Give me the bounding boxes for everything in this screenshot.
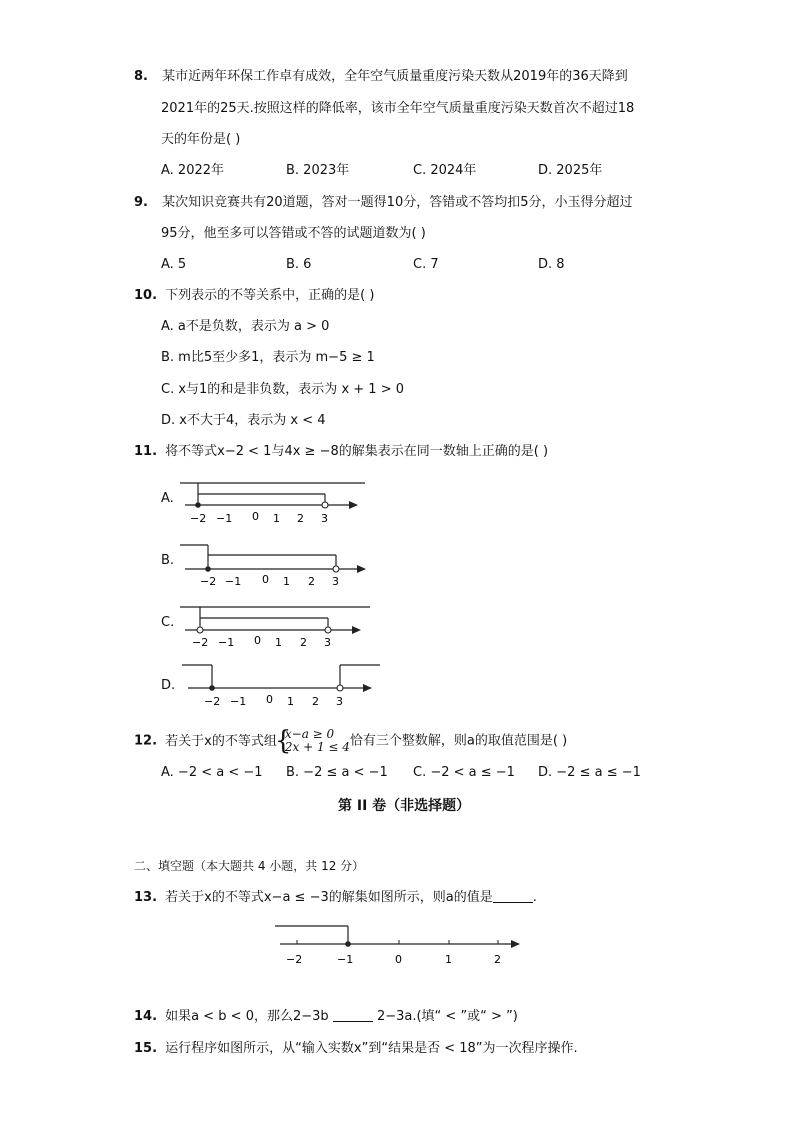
- question-number: 10.: [134, 288, 158, 303]
- tick-label: 2: [300, 636, 307, 649]
- inequality-system: [277, 728, 350, 754]
- question-12-stem: [134, 728, 567, 754]
- system-row-2: 2x + 1 ≤ 4: [284, 740, 350, 754]
- option-c: C. 2024年: [413, 163, 477, 178]
- question-15-stem: [134, 1040, 578, 1058]
- section-heading: 二、填空题（本大题共 4 小题，共 12 分）: [134, 859, 365, 873]
- question-9-line-1: [134, 194, 632, 212]
- system-row-1: { x−a ≥ 0: [284, 727, 335, 741]
- number-line-figure: [180, 660, 380, 712]
- closed-point: [345, 941, 351, 947]
- option-d: D. x不大于4，表示为 x < 4: [161, 413, 326, 428]
- number-line-figure: [180, 540, 370, 590]
- tick-label: 1: [273, 512, 280, 525]
- option-c: C. −2 < a ≤ −1: [413, 765, 515, 780]
- question-number: 14.: [134, 1009, 158, 1024]
- tick-label: 2: [494, 953, 501, 966]
- question-8-line-1: [134, 68, 628, 86]
- question-number: 15.: [134, 1041, 158, 1056]
- tick-label: 1: [275, 636, 282, 649]
- option-b: B. 2023年: [286, 163, 350, 178]
- question-number: 12.: [134, 733, 158, 749]
- question-text: 下列表示的不等关系中，正确的是( ): [165, 288, 375, 303]
- question-9-line-2: 95分，他至多可以答错或不答的试题道数为( ): [161, 226, 426, 241]
- tick-label: 3: [324, 636, 331, 649]
- option-d: D. 8: [538, 257, 565, 272]
- open-point: [325, 627, 331, 633]
- option-b: B. −2 ≤ a < −1: [286, 765, 388, 780]
- question-number: 11.: [134, 444, 158, 459]
- option-b-label: B.: [161, 553, 175, 568]
- closed-point: [195, 502, 201, 508]
- closed-point: [205, 566, 211, 572]
- question-text: 某市近两年环保工作卓有成效，全年空气质量重度污染天数从2019年的36天降到: [162, 69, 628, 84]
- question-text: 若关于x的不等式x−a ≤ −3的解集如图所示，则a的值是: [165, 890, 493, 905]
- number-line-c: [180, 602, 372, 652]
- option-c: C. 7: [413, 257, 439, 272]
- question-number: 13.: [134, 890, 158, 905]
- tick-label: −2: [204, 695, 221, 708]
- number-line-q13: [275, 918, 525, 970]
- question-10-stem: [134, 287, 374, 305]
- tick-label: 1: [283, 575, 290, 588]
- question-13-stem: [134, 889, 537, 907]
- tick-label: 3: [332, 575, 339, 588]
- question-number: 9.: [134, 195, 148, 210]
- option-a: A. −2 < a < −1: [161, 765, 263, 780]
- answer-blank[interactable]: [333, 1008, 373, 1022]
- tick-label: 0: [252, 510, 259, 523]
- tick-label: −2: [286, 953, 303, 966]
- number-line-b: [180, 540, 370, 590]
- tick-label: 1: [287, 695, 294, 708]
- open-point: [337, 685, 343, 691]
- question-text-pre: 如果a < b < 0，那么2−3b: [165, 1009, 329, 1024]
- question-text-post: 恰有三个整数解，则a的取值范围是( ): [349, 733, 568, 749]
- tick-label: 3: [336, 695, 343, 708]
- tick-label: −1: [230, 695, 247, 708]
- option-c: C. x与1的和是非负数，表示为 x + 1 > 0: [161, 382, 404, 397]
- number-line-figure: [180, 602, 372, 652]
- option-c-label: C.: [161, 615, 175, 630]
- question-number: 8.: [134, 69, 148, 84]
- question-8-line-2: 2021年的25天.按照这样的降低率，该市全年空气质量重度污染天数首次不超过18: [161, 101, 635, 116]
- axis-arrow: [349, 501, 358, 509]
- option-a: A. 5: [161, 257, 187, 272]
- tick-label: −1: [218, 636, 235, 649]
- tick-label: 2: [308, 575, 315, 588]
- option-d: D. −2 ≤ a ≤ −1: [538, 765, 641, 780]
- question-text: 运行程序如图所示，从“输入实数x”到“结果是否 < 18”为一次程序操作.: [165, 1041, 578, 1056]
- question-text: 将不等式x−2 < 1与4x ≥ −8的解集表示在同一数轴上正确的是( ): [165, 444, 549, 459]
- question-8-line-3: 天的年份是( ): [161, 132, 241, 147]
- option-a: A. a不是负数，表示为 a > 0: [161, 319, 330, 334]
- option-b: B. m比5至少多1，表示为 m−5 ≥ 1: [161, 350, 375, 365]
- tick-label: 0: [254, 634, 261, 647]
- option-d: D. 2025年: [538, 163, 603, 178]
- axis-arrow: [363, 684, 372, 692]
- question-text-post: 2−3a.(填“ < ”或“ > ”): [376, 1009, 518, 1024]
- open-point: [197, 627, 203, 633]
- tick-label: −1: [216, 512, 233, 525]
- axis-arrow: [352, 626, 361, 634]
- question-text: 某次知识竞赛共有20道题，答对一题得10分，答错或不答均扣5分，小玉得分超过: [162, 195, 633, 210]
- option-a-label: A.: [161, 491, 174, 506]
- tick-label: −1: [225, 575, 242, 588]
- question-tail: .: [532, 890, 537, 905]
- axis-arrow: [511, 940, 520, 948]
- tick-label: 0: [266, 693, 273, 706]
- axis-arrow: [357, 565, 366, 573]
- number-line-a: [180, 478, 370, 528]
- answer-blank[interactable]: [493, 889, 533, 903]
- tick-label: 0: [395, 953, 402, 966]
- tick-label: 1: [445, 953, 452, 966]
- tick-label: 2: [312, 695, 319, 708]
- question-11-stem: [134, 443, 548, 461]
- part-2-title: 第 II 卷（非选择题）: [338, 798, 471, 814]
- tick-label: −1: [337, 953, 354, 966]
- tick-label: −2: [192, 636, 209, 649]
- option-d-label: D.: [161, 678, 176, 693]
- number-line-figure: [275, 918, 525, 970]
- closed-point: [209, 685, 215, 691]
- open-point: [333, 566, 339, 572]
- option-a: A. 2022年: [161, 163, 225, 178]
- tick-label: −2: [190, 512, 207, 525]
- number-line-figure: [180, 478, 370, 528]
- question-14-stem: [134, 1008, 518, 1026]
- tick-label: −2: [200, 575, 217, 588]
- option-b: B. 6: [286, 257, 312, 272]
- open-point: [322, 502, 328, 508]
- tick-label: 3: [321, 512, 328, 525]
- tick-label: 2: [297, 512, 304, 525]
- tick-label: 0: [262, 573, 269, 586]
- number-line-d: [180, 660, 380, 712]
- question-text-pre: 若关于x的不等式组: [165, 733, 277, 749]
